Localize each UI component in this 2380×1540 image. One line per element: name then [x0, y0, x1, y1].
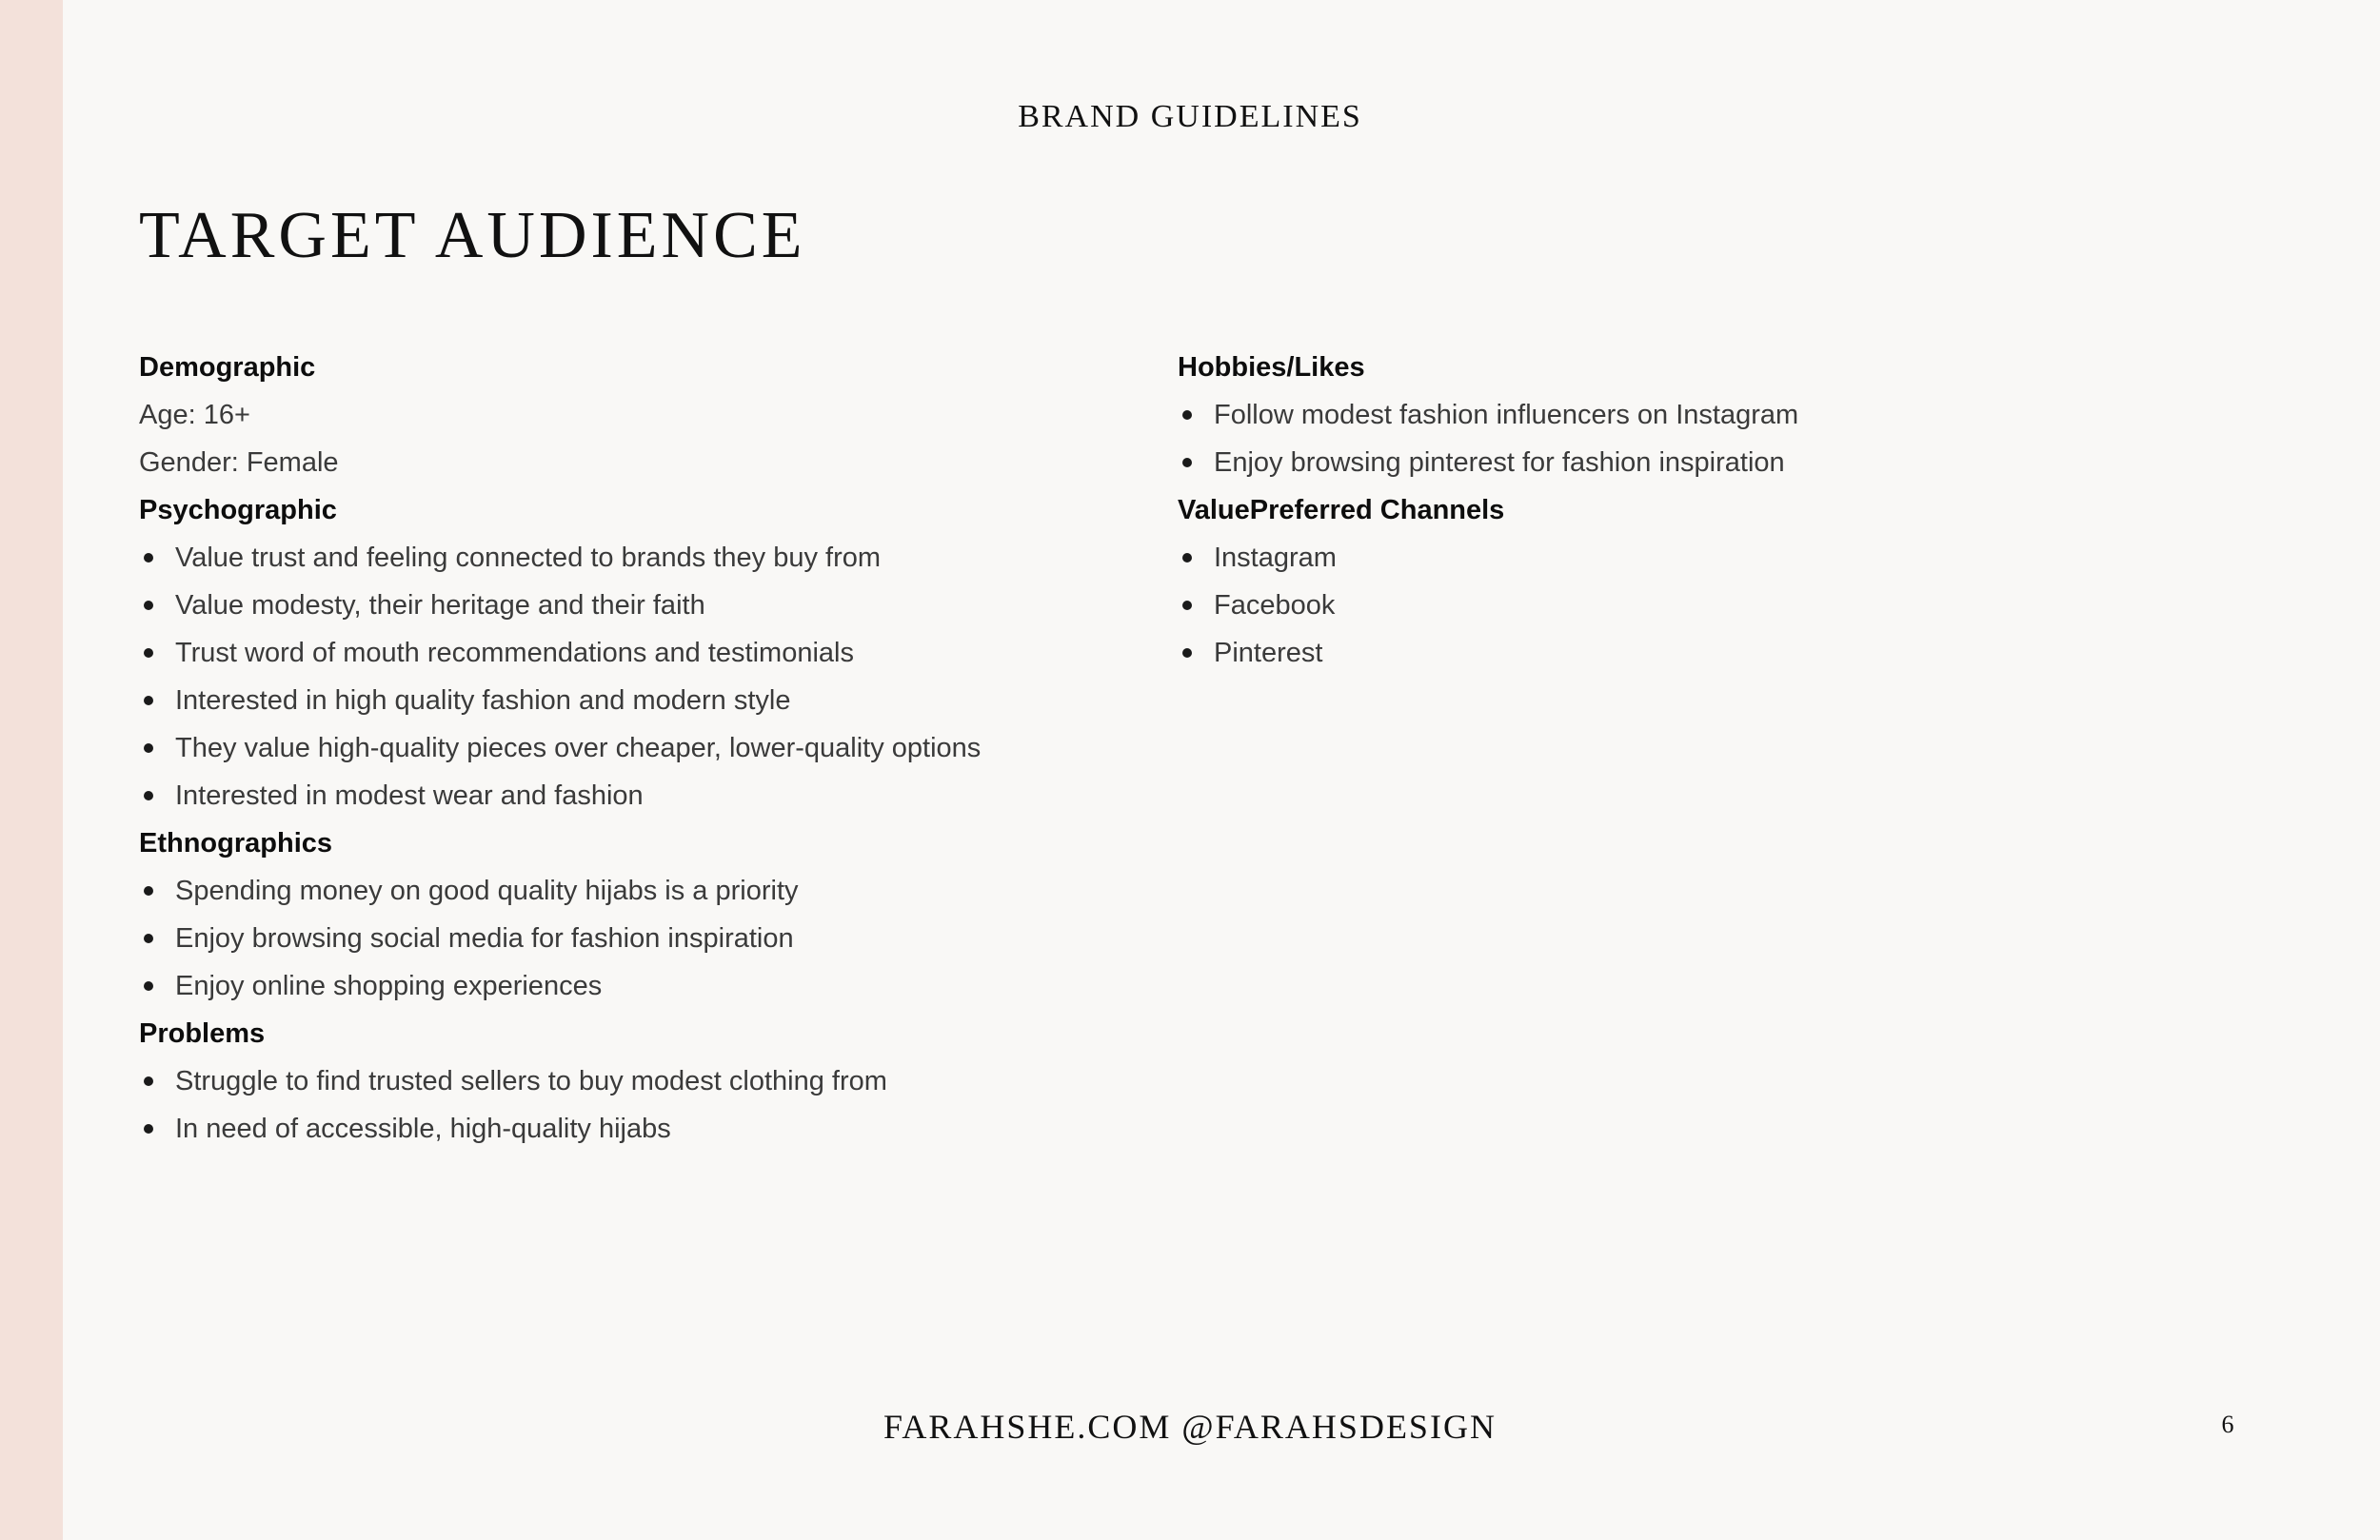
bullet-icon: [144, 648, 153, 658]
problems-heading: Problems: [139, 1018, 266, 1049]
document-header: BRAND GUIDELINES: [1018, 99, 1362, 134]
list-item: [139, 915, 1129, 962]
list-item-text: Facebook: [1214, 590, 1336, 621]
list-item: [1178, 391, 2168, 439]
bullet-icon: [1182, 553, 1192, 563]
side-accent-stripe: [0, 0, 63, 1540]
list-item-text: Value trust and feeling connected to brands they buy from: [175, 543, 882, 573]
list-item: [139, 867, 1129, 915]
list-item-text: Value modesty, their heritage and their faith: [175, 590, 705, 621]
demographic-heading: Demographic: [139, 352, 316, 383]
page-title: TARGET AUDIENCE: [139, 199, 806, 272]
footer-website-handle: FARAHSHE.COM @FARAHSDESIGN: [883, 1408, 1497, 1446]
right-column: [1178, 344, 2168, 677]
bullet-icon: [1182, 458, 1192, 467]
list-item-text: In need of accessible, high-quality hijabs: [175, 1114, 671, 1144]
list-item-text: Trust word of mouth recommendations and testimonials: [175, 638, 854, 668]
list-item-text: Follow modest fashion influencers on Instagram: [1214, 400, 1799, 430]
list-item-text: Enjoy browsing social media for fashion inspiration: [175, 923, 794, 954]
bullet-icon: [144, 696, 153, 705]
list-item: [139, 962, 1129, 1010]
page-number: 6: [2221, 1411, 2234, 1438]
list-item: [139, 772, 1129, 819]
list-item: [139, 724, 1129, 772]
psychographic-heading: Psychographic: [139, 495, 337, 525]
bullet-icon: [144, 1076, 153, 1086]
channels-heading: ValuePreferred Channels: [1178, 495, 1505, 525]
list-item: [139, 534, 1129, 582]
list-item-text: Instagram: [1214, 543, 1337, 573]
list-item: [139, 582, 1129, 629]
list-item-text: They value high-quality pieces over cheaper, lower-quality options: [175, 733, 982, 763]
list-item-text: Struggle to find trusted sellers to buy modest clothing from: [175, 1066, 887, 1096]
bullet-icon: [1182, 601, 1192, 610]
bullet-icon: [144, 601, 153, 610]
demographic-gender: Gender: Female: [139, 447, 339, 478]
list-item: [139, 629, 1129, 677]
left-column: [139, 344, 1129, 1153]
list-item: [1178, 582, 2168, 629]
list-item-text: Interested in modest wear and fashion: [175, 780, 644, 811]
bullet-icon: [1182, 410, 1192, 420]
list-item: [139, 677, 1129, 724]
bullet-icon: [144, 791, 153, 800]
list-item-text: Enjoy online shopping experiences: [175, 971, 603, 1001]
demographic-age: Age: 16+: [139, 400, 250, 430]
list-item: [139, 1105, 1129, 1153]
list-item-text: Spending money on good quality hijabs is a priority: [175, 876, 799, 906]
list-item-text: Interested in high quality fashion and modern style: [175, 685, 791, 716]
list-item: [1178, 629, 2168, 677]
list-item: [1178, 439, 2168, 486]
bullet-icon: [1182, 648, 1192, 658]
hobbies-heading: Hobbies/Likes: [1178, 352, 1365, 383]
bullet-icon: [144, 886, 153, 896]
bullet-icon: [144, 934, 153, 943]
bullet-icon: [144, 981, 153, 991]
bullet-icon: [144, 743, 153, 753]
list-item-text: Pinterest: [1214, 638, 1323, 668]
bullet-icon: [144, 1124, 153, 1134]
list-item: [139, 1057, 1129, 1105]
list-item: [1178, 534, 2168, 582]
ethnographics-heading: Ethnographics: [139, 828, 333, 859]
bullet-icon: [144, 553, 153, 563]
list-item-text: Enjoy browsing pinterest for fashion inspiration: [1214, 447, 1785, 478]
